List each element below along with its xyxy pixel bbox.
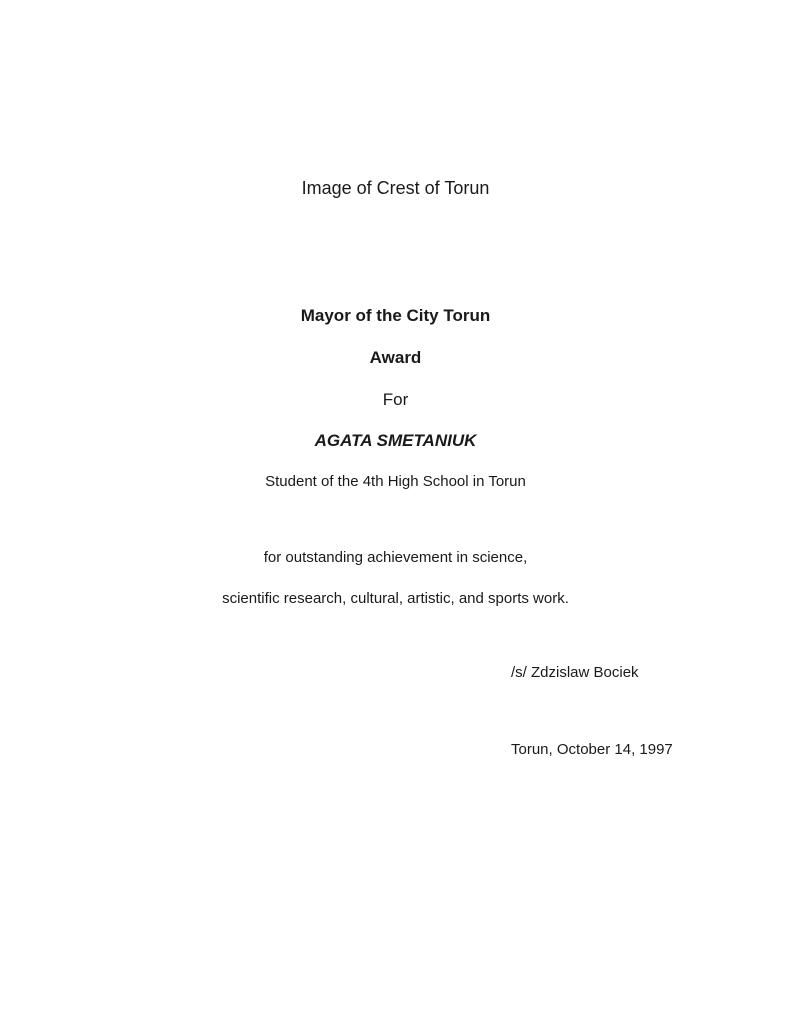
award-heading: Award bbox=[369, 348, 422, 367]
signature-line: /s/ Zdzislaw Bociek bbox=[511, 664, 639, 681]
award-reason-line-1: for outstanding achievement in science, bbox=[263, 549, 528, 566]
recipient-name: AGATA SMETANIUK bbox=[314, 431, 477, 450]
place-and-date: Torun, October 14, 1997 bbox=[511, 741, 673, 758]
crest-placeholder-text: Image of Crest of Torun bbox=[301, 178, 490, 198]
recipient-description: Student of the 4th High School in Torun bbox=[265, 473, 526, 490]
award-reason-line-2: scientific research, cultural, artistic, and sports work. bbox=[222, 590, 569, 607]
certificate-title: Mayor of the City Torun bbox=[300, 306, 491, 325]
for-label: For bbox=[382, 390, 409, 409]
